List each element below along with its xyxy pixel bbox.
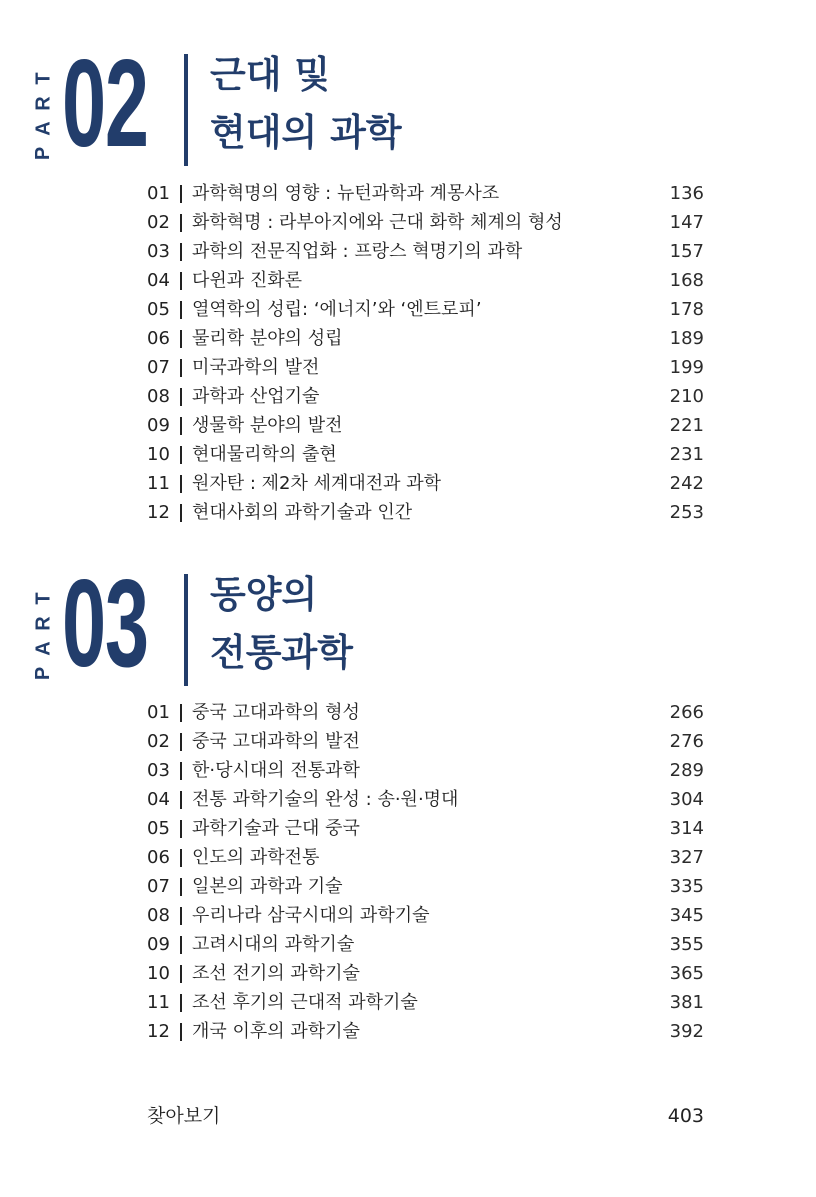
entry-number: 06 bbox=[147, 847, 170, 868]
entry-separator bbox=[180, 849, 182, 867]
entry-page: 168 bbox=[669, 270, 704, 291]
entry-page: 210 bbox=[669, 386, 704, 407]
index-page: 403 bbox=[667, 1105, 704, 1127]
index-title: 찾아보기 bbox=[147, 1105, 221, 1127]
entry-title: 과학과 산업기술 bbox=[192, 386, 320, 407]
entry-separator bbox=[180, 936, 182, 954]
toc-entry[interactable] bbox=[0, 469, 816, 498]
toc-entry[interactable] bbox=[0, 498, 816, 527]
entry-number: 06 bbox=[147, 328, 170, 349]
entry-separator bbox=[180, 733, 182, 751]
entry-title: 인도의 과학전통 bbox=[192, 847, 320, 868]
part-label-letter: T bbox=[32, 72, 55, 85]
entry-number: 05 bbox=[147, 299, 170, 320]
entry-number: 12 bbox=[147, 502, 170, 523]
part-title-line: 전통과학 bbox=[210, 631, 353, 674]
entry-number: 07 bbox=[147, 357, 170, 378]
entry-title: 한·당시대의 전통과학 bbox=[192, 760, 360, 781]
entry-page: 231 bbox=[669, 444, 704, 465]
part-label bbox=[30, 66, 58, 166]
entry-number: 09 bbox=[147, 934, 170, 955]
entry-separator bbox=[180, 330, 182, 348]
entry-number: 02 bbox=[147, 731, 170, 752]
entry-title: 원자탄 : 제2차 세계대전과 과학 bbox=[192, 473, 442, 494]
entry-separator bbox=[180, 704, 182, 722]
entry-number: 08 bbox=[147, 386, 170, 407]
part-title bbox=[210, 46, 402, 162]
part-number: 02 bbox=[62, 35, 148, 173]
entry-number: 08 bbox=[147, 905, 170, 926]
part-label bbox=[30, 586, 58, 686]
entry-separator bbox=[180, 301, 182, 319]
entry-page: 221 bbox=[669, 415, 704, 436]
entry-page: 345 bbox=[669, 905, 704, 926]
toc-entry[interactable] bbox=[0, 208, 816, 237]
entry-title: 개국 이후의 과학기술 bbox=[192, 1021, 360, 1042]
part-title bbox=[210, 566, 353, 682]
entry-title: 조선 후기의 근대적 과학기술 bbox=[192, 992, 418, 1013]
entry-title: 중국 고대과학의 발전 bbox=[192, 731, 360, 752]
part-02-header bbox=[0, 35, 816, 173]
toc-entry[interactable] bbox=[0, 237, 816, 266]
entry-title: 과학혁명의 영향 : 뉴턴과학과 계몽사조 bbox=[192, 183, 500, 204]
entry-number: 03 bbox=[147, 241, 170, 262]
entry-separator bbox=[180, 243, 182, 261]
toc-entry[interactable] bbox=[0, 411, 816, 440]
toc-entry[interactable] bbox=[0, 814, 816, 843]
part-number: 03 bbox=[62, 555, 148, 693]
entry-number: 10 bbox=[147, 963, 170, 984]
entry-page: 253 bbox=[669, 502, 704, 523]
toc-entry[interactable] bbox=[0, 382, 816, 411]
entry-separator bbox=[180, 388, 182, 406]
entry-separator bbox=[180, 504, 182, 522]
part-title-line: 동양의 bbox=[210, 573, 318, 616]
entry-title: 고려시대의 과학기술 bbox=[192, 934, 355, 955]
toc-entry[interactable] bbox=[0, 698, 816, 727]
toc-entry[interactable] bbox=[0, 756, 816, 785]
entry-title: 열역학의 성립: ‘에너지’와 ‘엔트로피’ bbox=[192, 299, 482, 320]
entry-number: 12 bbox=[147, 1021, 170, 1042]
toc-entry[interactable] bbox=[0, 266, 816, 295]
entry-page: 381 bbox=[669, 992, 704, 1013]
entry-number: 04 bbox=[147, 270, 170, 291]
entry-page: 365 bbox=[669, 963, 704, 984]
part-label-letter: A bbox=[32, 121, 55, 136]
entry-title: 다윈과 진화론 bbox=[192, 270, 303, 291]
entry-title: 중국 고대과학의 형성 bbox=[192, 702, 360, 723]
entry-separator bbox=[180, 878, 182, 896]
entry-separator bbox=[180, 417, 182, 435]
entry-page: 199 bbox=[669, 357, 704, 378]
entry-number: 07 bbox=[147, 876, 170, 897]
part-label-letter: R bbox=[32, 616, 55, 631]
entry-page: 327 bbox=[669, 847, 704, 868]
toc-entry[interactable] bbox=[0, 440, 816, 469]
entry-separator bbox=[180, 475, 182, 493]
part-divider bbox=[184, 574, 188, 686]
entry-title: 전통 과학기술의 완성 : 송·원·명대 bbox=[192, 789, 459, 810]
part-title-line: 근대 및 bbox=[210, 53, 331, 96]
part-03-header bbox=[0, 555, 816, 693]
entry-separator bbox=[180, 359, 182, 377]
entry-number: 02 bbox=[147, 212, 170, 233]
entry-separator bbox=[180, 907, 182, 925]
entry-separator bbox=[180, 185, 182, 203]
entry-number: 01 bbox=[147, 183, 170, 204]
entry-number: 01 bbox=[147, 702, 170, 723]
entry-separator bbox=[180, 762, 182, 780]
entry-page: 266 bbox=[669, 702, 704, 723]
entry-number: 09 bbox=[147, 415, 170, 436]
toc-entry[interactable] bbox=[0, 785, 816, 814]
entry-separator bbox=[180, 820, 182, 838]
toc-entry[interactable] bbox=[0, 988, 816, 1017]
toc-entry[interactable] bbox=[0, 353, 816, 382]
toc-entry[interactable] bbox=[0, 843, 816, 872]
entry-number: 04 bbox=[147, 789, 170, 810]
part-label-letter: A bbox=[32, 641, 55, 656]
entry-title: 과학기술과 근대 중국 bbox=[192, 818, 360, 839]
entry-title: 현대물리학의 출현 bbox=[192, 444, 337, 465]
entry-title: 일본의 과학과 기술 bbox=[192, 876, 343, 897]
entry-title: 미국과학의 발전 bbox=[192, 357, 320, 378]
entry-page: 157 bbox=[669, 241, 704, 262]
entry-separator bbox=[180, 965, 182, 983]
toc-entry[interactable] bbox=[0, 179, 816, 208]
entry-title: 과학의 전문직업화 : 프랑스 혁명기의 과학 bbox=[192, 241, 523, 262]
entry-separator bbox=[180, 446, 182, 464]
entry-page: 242 bbox=[669, 473, 704, 494]
entry-page: 392 bbox=[669, 1021, 704, 1042]
entry-separator bbox=[180, 791, 182, 809]
entry-page: 304 bbox=[669, 789, 704, 810]
entry-page: 147 bbox=[669, 212, 704, 233]
entry-title: 우리나라 삼국시대의 과학기술 bbox=[192, 905, 430, 926]
part-label-letter: R bbox=[32, 96, 55, 111]
entry-title: 조선 전기의 과학기술 bbox=[192, 963, 360, 984]
entry-title: 화학혁명 : 라부아지에와 근대 화학 체계의 형성 bbox=[192, 212, 563, 233]
toc-entry[interactable] bbox=[0, 901, 816, 930]
entry-separator bbox=[180, 1023, 182, 1041]
part-divider bbox=[184, 54, 188, 166]
part-label-letter: P bbox=[32, 666, 55, 681]
entry-number: 05 bbox=[147, 818, 170, 839]
entry-page: 178 bbox=[669, 299, 704, 320]
toc-entry[interactable] bbox=[0, 872, 816, 901]
entry-separator bbox=[180, 272, 182, 290]
entry-title: 물리학 분야의 성립 bbox=[192, 328, 343, 349]
entry-number: 11 bbox=[147, 473, 170, 494]
entry-title: 생물학 분야의 발전 bbox=[192, 415, 343, 436]
part-label-letter: P bbox=[32, 146, 55, 161]
entry-page: 289 bbox=[669, 760, 704, 781]
toc-entry[interactable] bbox=[0, 930, 816, 959]
entry-page: 314 bbox=[669, 818, 704, 839]
entry-page: 136 bbox=[669, 183, 704, 204]
entry-separator bbox=[180, 214, 182, 232]
entry-number: 03 bbox=[147, 760, 170, 781]
toc-entry[interactable] bbox=[0, 295, 816, 324]
entry-separator bbox=[180, 994, 182, 1012]
entry-page: 189 bbox=[669, 328, 704, 349]
part-label-letter: T bbox=[32, 592, 55, 605]
toc-entry[interactable] bbox=[0, 324, 816, 353]
entry-page: 355 bbox=[669, 934, 704, 955]
toc-entry[interactable] bbox=[0, 1017, 816, 1046]
entry-page: 335 bbox=[669, 876, 704, 897]
entry-number: 10 bbox=[147, 444, 170, 465]
entry-page: 276 bbox=[669, 731, 704, 752]
toc-entry[interactable] bbox=[0, 959, 816, 988]
entry-title: 현대사회의 과학기술과 인간 bbox=[192, 502, 413, 523]
index-entry[interactable] bbox=[0, 1101, 816, 1131]
part-title-line: 현대의 과학 bbox=[210, 111, 402, 154]
entry-number: 11 bbox=[147, 992, 170, 1013]
toc-entry[interactable] bbox=[0, 727, 816, 756]
